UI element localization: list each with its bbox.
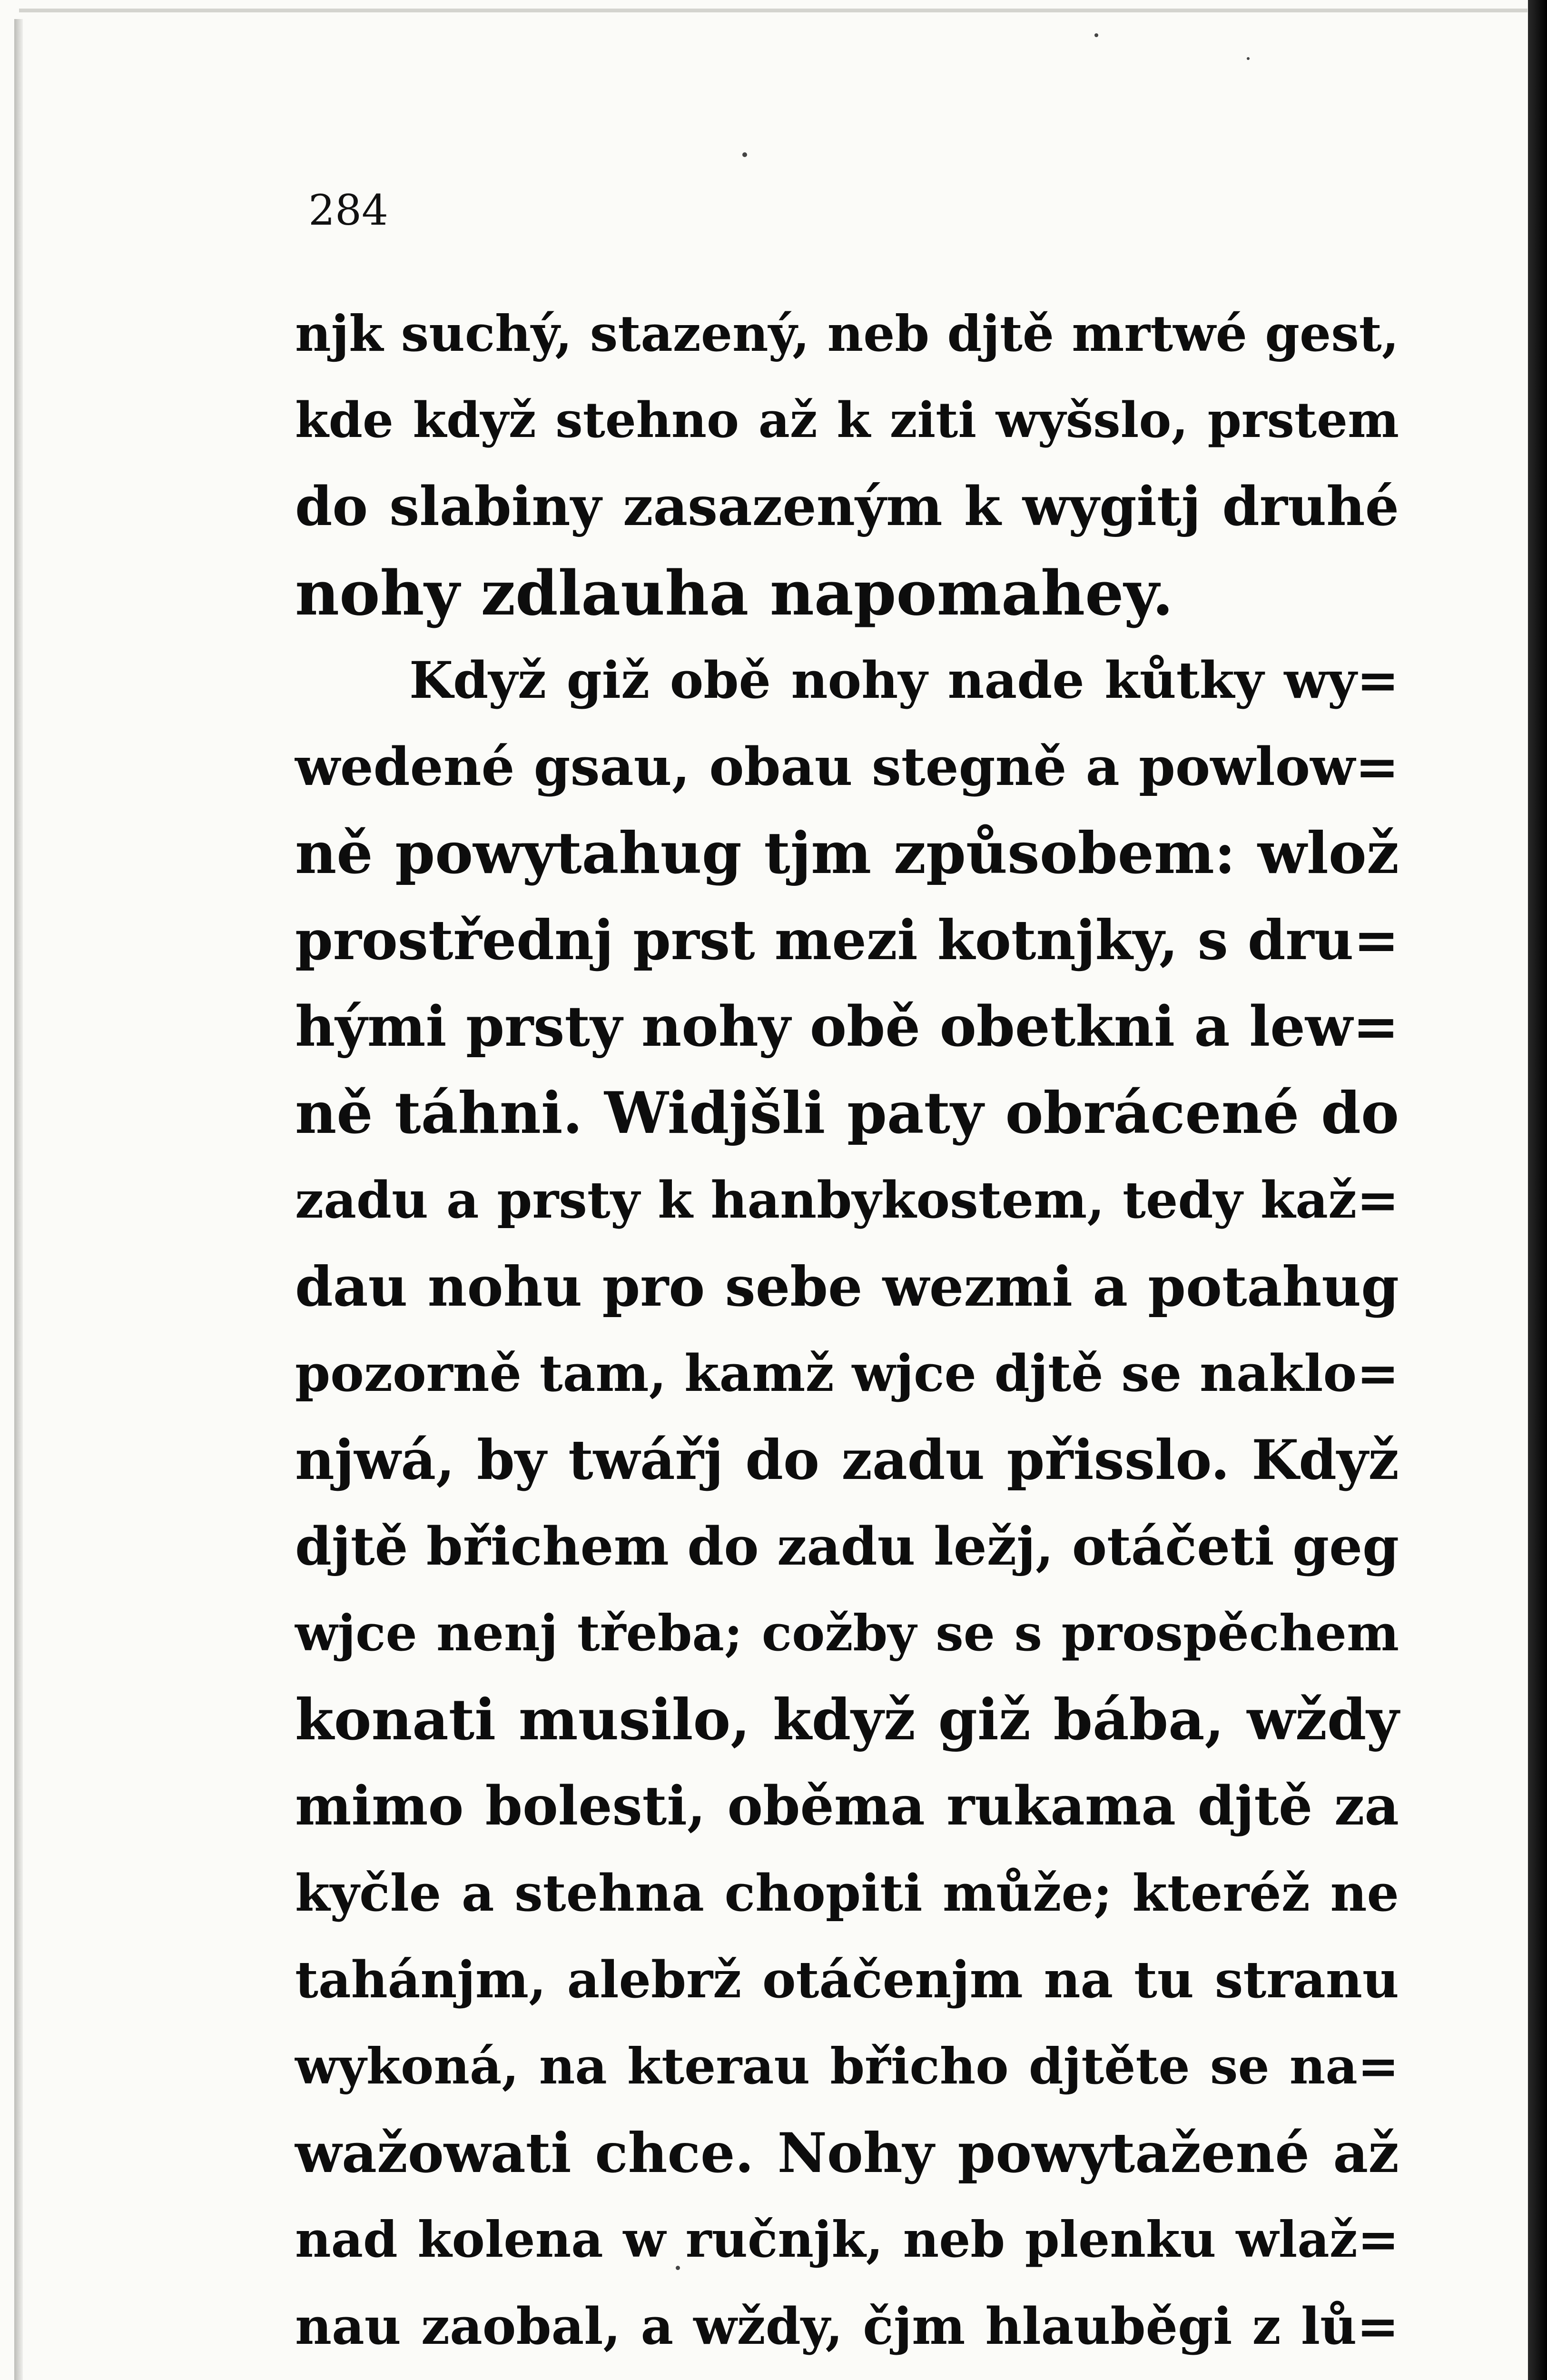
- page-edge-left: [14, 19, 23, 2380]
- text-line: njk suchý, stazený, neb djtě mrtwé gest,: [295, 304, 1399, 363]
- text-line: pozorně tam, kamž wjce djtě se naklo=: [295, 1343, 1399, 1403]
- text-line: prostřednj prst mezi kotnjky, s dru=: [295, 908, 1399, 972]
- text-line: njwá, by twářj do zadu přisslo. Když: [295, 1428, 1399, 1492]
- scan-speck: [742, 152, 747, 157]
- text-line: dau nohu pro sebe wezmi a potahug: [295, 1255, 1399, 1319]
- text-line: ně táhni. Widjšli paty obrácené do: [295, 1080, 1399, 1147]
- text-line: konati musilo, když giž bába, wždy: [295, 1686, 1399, 1753]
- text-line: wažowati chce. Nohy powytažené až: [295, 2121, 1399, 2185]
- text-line: mimo bolesti, oběma rukama djtě za: [295, 1775, 1399, 1837]
- body-text: [295, 290, 1399, 2380]
- text-line: djtě břichem do zadu ležj, otáčeti geg: [295, 1516, 1399, 1577]
- scan-speck: [1247, 57, 1250, 60]
- scan-speck: [1094, 33, 1098, 37]
- text-line: Když giž obě nohy nade kůtky wy=: [409, 650, 1399, 710]
- text-line: zadu a prsty k hanbykostem, tedy kaž=: [295, 1170, 1399, 1230]
- page-edge-top: [19, 9, 1527, 12]
- page-number: 284: [308, 186, 388, 235]
- text-line: wedené gsau, obau stegně a powlow=: [295, 736, 1399, 797]
- text-line: do slabiny zasazeným k wygitj druhé: [295, 476, 1399, 538]
- text-line: ně powytahug tjm způsobem: wlož: [295, 820, 1399, 887]
- text-line: nad kolena w ručnjk, neb plenku wlaž=: [295, 2210, 1399, 2269]
- text-line: [295, 2370, 1399, 2380]
- text-line: nau zaobal, a wždy, čjm hlauběgi z lů=: [295, 2296, 1399, 2356]
- text-line: wykoná, na kterau břicho djtěte se na=: [295, 2037, 1399, 2095]
- text-line: nohy zdlauha napomahey.: [295, 558, 1173, 629]
- text-line: tahánjm, alebrž otáčenjm na tu stranu: [295, 1950, 1399, 2009]
- page-edge-right: [1528, 0, 1547, 2380]
- text-line: kyčle a stehna chopiti může; kteréž ne: [295, 1863, 1399, 1923]
- text-line: wjce nenj třeba; cožby se s prospěchem: [295, 1604, 1399, 1662]
- text-line: kde když stehno až k ziti wyšslo, prstem: [295, 392, 1399, 449]
- text-line: hými prsty nohy obě obetkni a lew=: [295, 994, 1399, 1059]
